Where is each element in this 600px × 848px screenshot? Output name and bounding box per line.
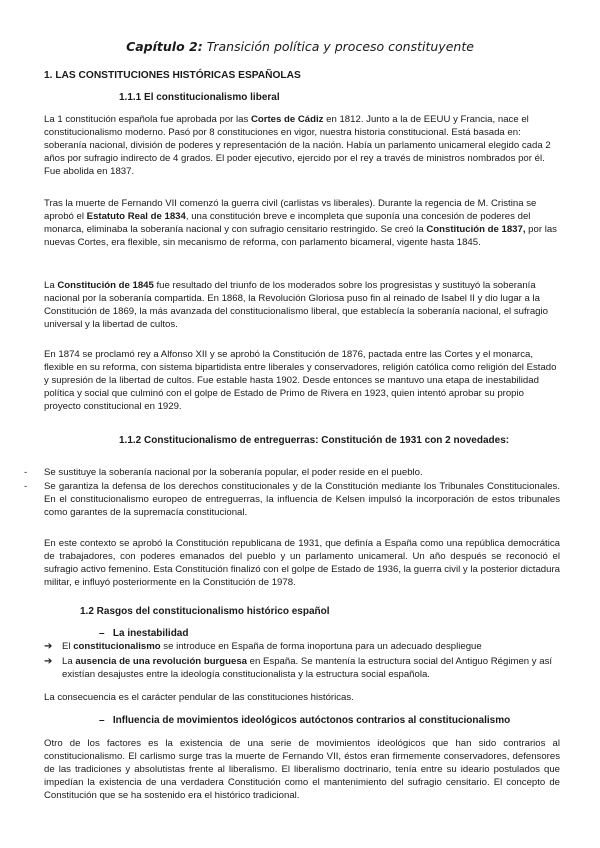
bullet-soberania-popular: Se sustituye la soberanía nacional por la soberanía popular, el poder reside en el pueblo. — [44, 467, 423, 478]
subsection-1-1-2-heading: 1.1.2 Constitucionalismo de entreguerras: Constitución de 1931 con 2 novedades: — [119, 435, 510, 446]
bullet-marker: - — [24, 467, 28, 478]
paragraph-constitucion-1876: En 1874 se proclamó rey a Alfonso XII y se aprobó la Constitución de 1876, pactada entre las Cortes y el monarca, flexible en su reforma, con sistema bipartidista entre liberales y conservadores, religión católica como religión del Estado y supresión de la libertad de cultos. Fue estable hasta 1902. Desde entonces se mantuvo una etapa de inestabilidad política y social que culminó con el golpe de Estado de Primo de Rivera en 1923, quien intentó aprobar su propio proyecto constitucional en 1929. — [44, 349, 557, 412]
paragraph-estatuto-real: Tras la muerte de Fernando VII comenzó la guerra civil (carlistas vs liberales). Durante la regencia de M. Cristina se aprobó el Estatuto Real de 1834, una constitución breve e incompleta que suponía una concesión de poderes del monarca, eliminaba la soberanía nacional y con sufragio censitario restringido. Se creó la Constitución de 1837, por las nuevas Cortes, era flexible, sin mecanismo de reforma, con parlamento bicameral, vigente hasta 1845. — [44, 198, 557, 248]
chapter-title — [0, 40, 600, 53]
bullet-marker: - — [24, 481, 28, 492]
paragraph-constitucion-1845: La Constitución de 1845 fue resultado del triunfo de los moderados sobre los progresistas y sustituyó la soberanía nacional por la soberanía compartida. En 1868, la Revolución Gloriosa puso fin al reinado de Isabel II y dio lugar a la Constitución de 1869, la más avanzada del constitucionalismo liberal, que establecía la soberanía nacional, el sufragio universal y la libertad de cultos. — [44, 280, 548, 330]
paragraph-consecuencia: La consecuencia es el carácter pendular de las constituciones históricas. — [44, 692, 354, 703]
subheading-inestabilidad: – La inestabilidad — [99, 628, 189, 639]
section-1-2-heading: 1.2 Rasgos del constitucionalismo histórico español — [80, 606, 330, 617]
arrow-icon: ➔ — [44, 656, 53, 667]
chapter-title-prefix: Capítulo 2: — [126, 39, 203, 54]
paragraph-cadiz: La 1 constitución española fue aprobada por las Cortes de Cádiz en 1812. Junto a la de EEUU y Francia, nace el constitucionalismo moderno. Pasó por 8 constituciones en vigor, nuestra historia constitucional. Está basada en: soberanía nacional, división de poderes y representación de la nación. Había un parlamento unicameral elegido cada 2 años por sufragio indirecto de 4 grados. El poder ejecutivo, ejercido por el rey a través de ministros nombrados por él. Fue abolida en 1837. — [44, 114, 551, 177]
arrow-item: La ausencia de una revolución burguesa en España. Se mantenía la estructura social del Antiguo Régimen y así existían desajustes entre la ideología constitucionalista y la estructura social española. — [62, 656, 553, 680]
paragraph-constitucion-1931: En este contexto se aprobó la Constitución republicana de 1931, que definía a España como una república democrática de trabajadores, con poderes emanados del pueblo y un parlamento unicameral. Un año después se reconoció el sufragio activo femenino. Esta Constitución finalizó con el golpe de Estado de 1936, la guerra civil y la posterior dictadura militar, e influyó posteriormente en la Constitución de 1978. — [44, 538, 560, 588]
arrow-icon: ➔ — [44, 641, 53, 652]
subheading-movimientos-ideologicos: – Influencia de movimientos ideológicos autóctonos contrarios al constitucionalismo — [99, 715, 511, 726]
chapter-title-text: Transición política y proceso constituyente — [202, 39, 474, 54]
subsection-1-1-1-heading: 1.1.1 El constitucionalismo liberal — [119, 92, 280, 103]
arrow-item: El constitucionalismo se introduce en España de forma inoportuna para un adecuado despliegue — [62, 641, 482, 652]
section-1-heading: 1. LAS CONSTITUCIONES HISTÓRICAS ESPAÑOLAS — [44, 70, 301, 81]
bullet-tribunales: Se garantiza la defensa de los derechos constitucionales y de la Constitución mediante los Tribunales Constitucionales. En el constitucionalismo europeo de entreguerras, la influencia de Kelsen impulsó la incorporación de estos tribunales como garantes de la supremacía constitucional. — [44, 481, 560, 518]
paragraph-movimientos: Otro de los factores es la existencia de una serie de movimientos ideológicos que han sido contrarios al constitucionalismo. El carlismo surge tras la muerte de Fernando VII, éstos eran firmemente conservadores, defensores de las tradiciones y absolutistas frente al liberalismo. El liberalismo doctrinario, tenía entre su ideario postulados que impedían la existencia de una verdadera Constitución como el mantenimiento del sufragio censitario. El concepto de Constitución que se ha sostenido era el histórico tradicional. — [44, 738, 560, 801]
